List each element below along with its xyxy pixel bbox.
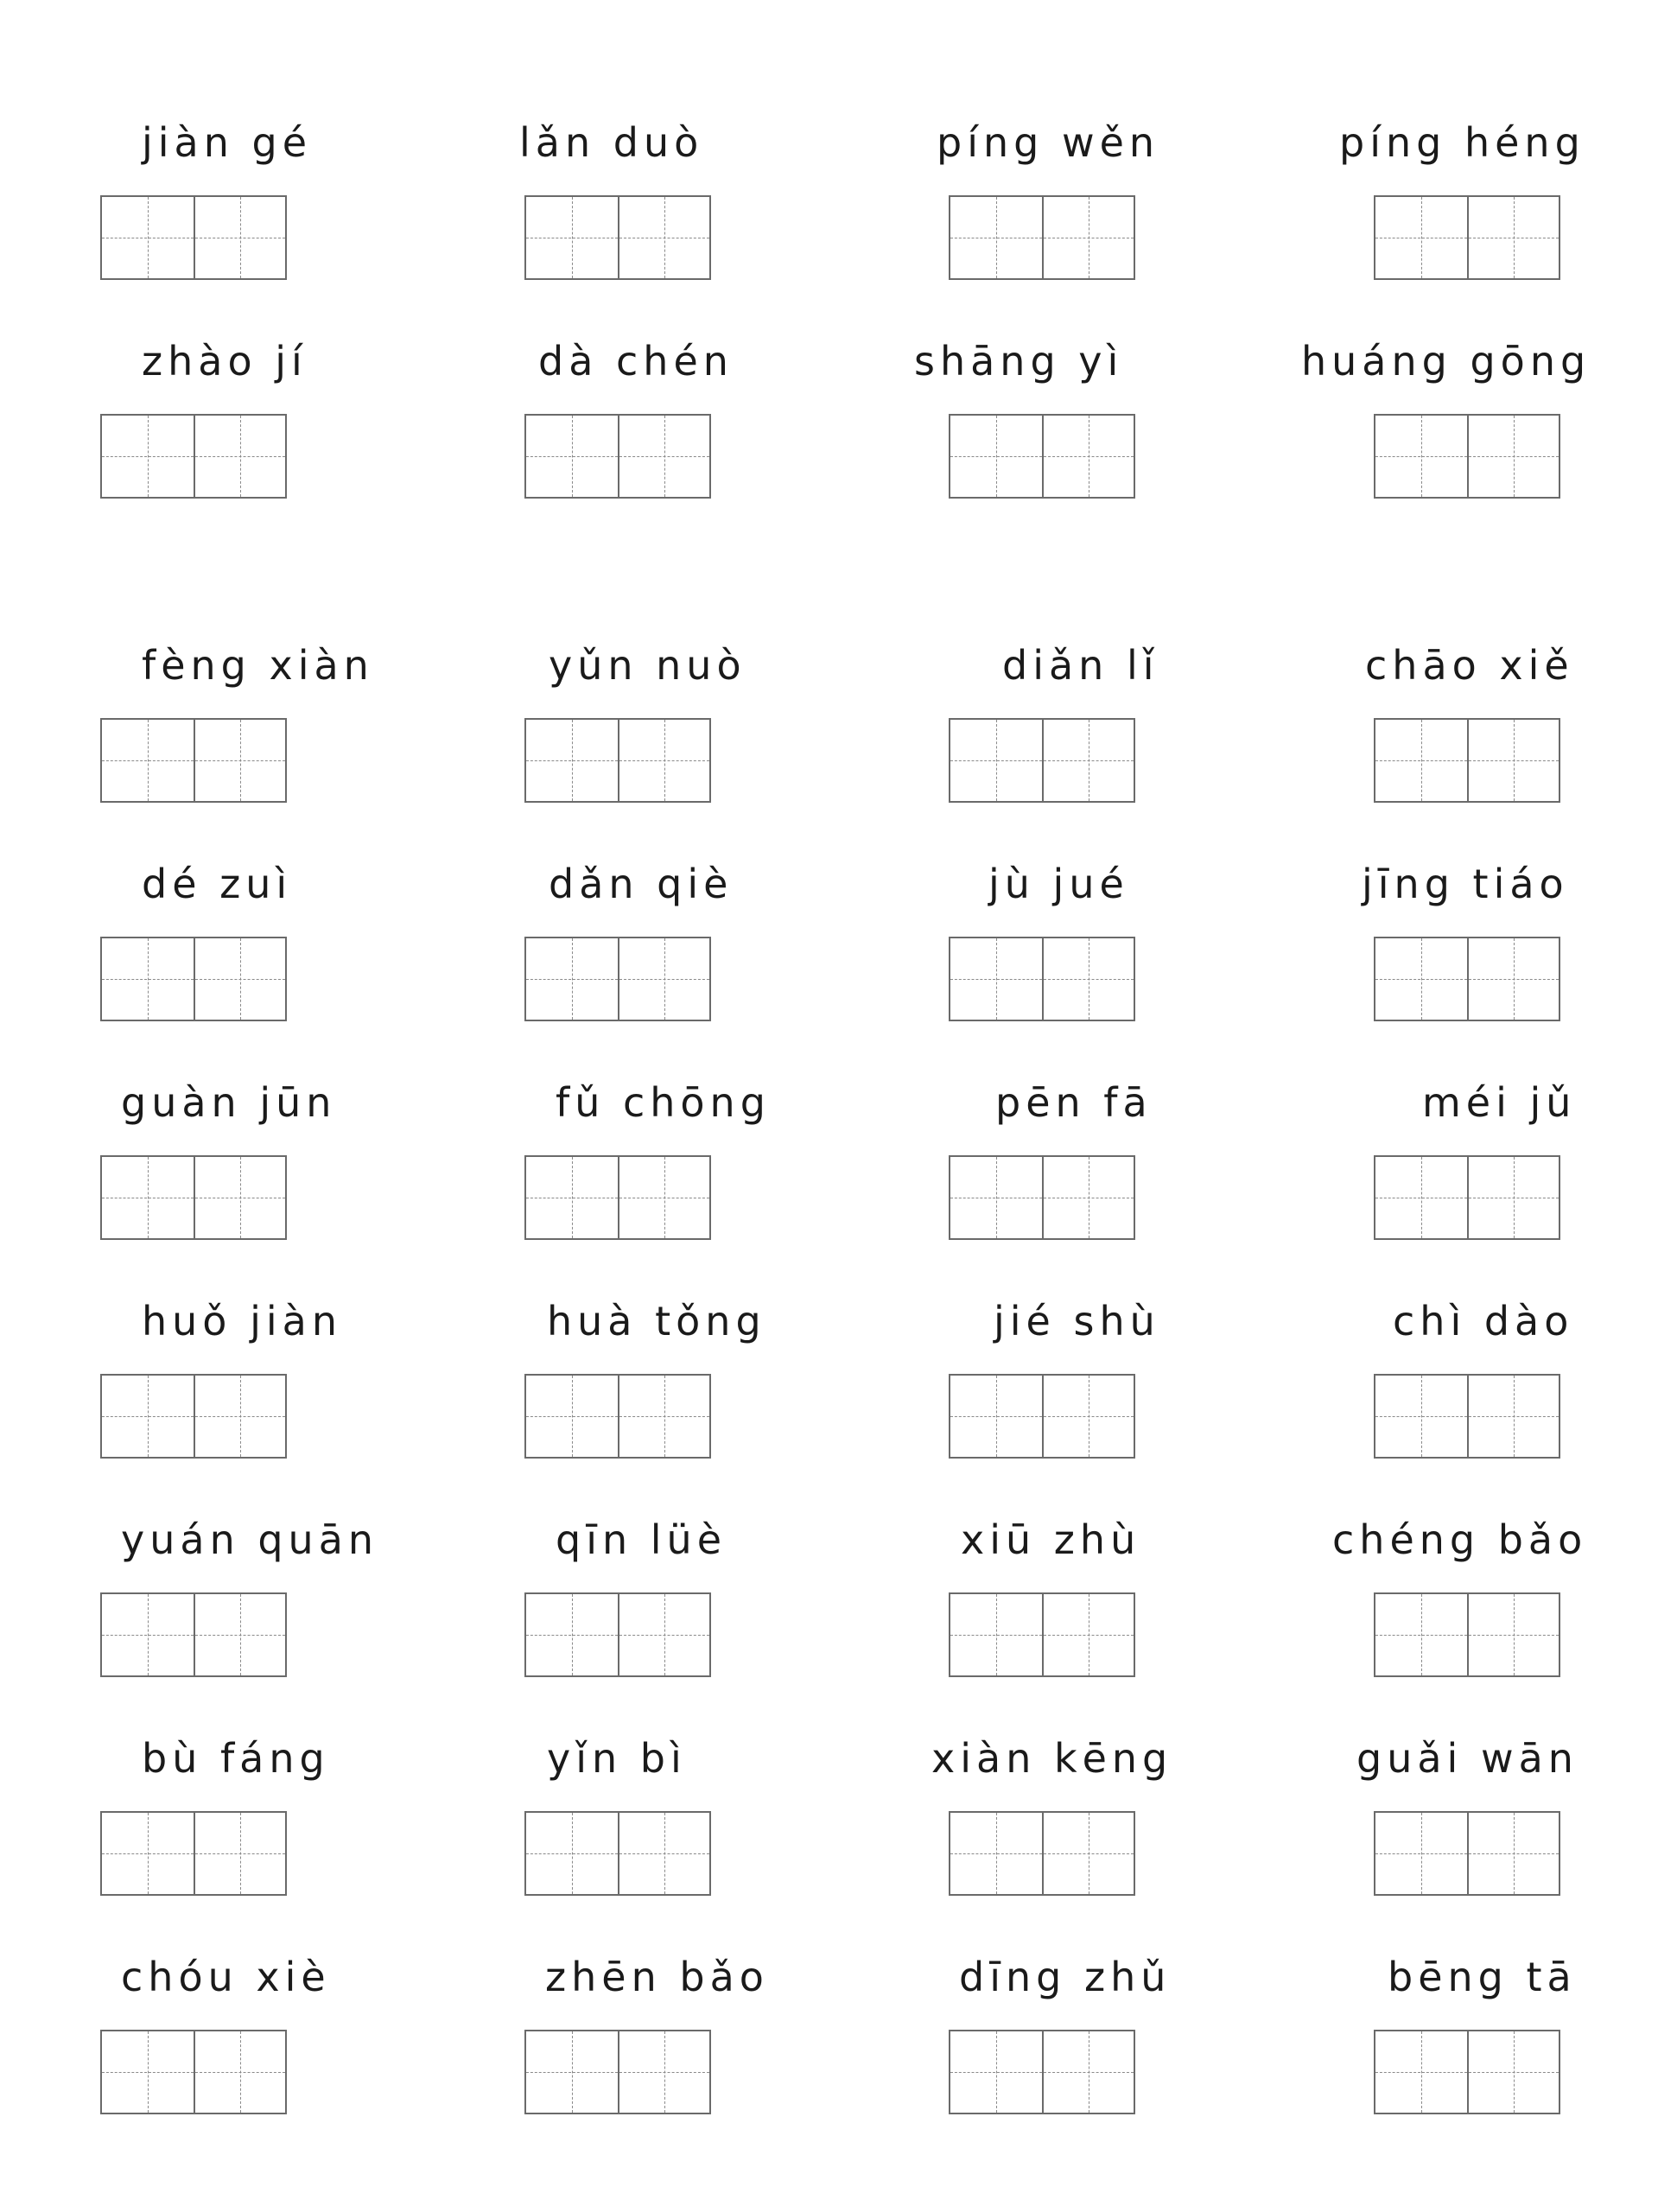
character-square[interactable] [102, 1376, 194, 1457]
pinyin-label: zhào jí [142, 338, 308, 385]
character-square[interactable] [526, 416, 618, 497]
character-square[interactable] [1467, 1376, 1559, 1457]
pinyin-label: guǎi wān [1356, 1735, 1579, 1782]
tianzige-answer-box[interactable] [1374, 1592, 1560, 1677]
pinyin-label: chóu xiè [121, 1954, 331, 2000]
pinyin-label: chéng bǎo [1332, 1516, 1588, 1563]
character-square[interactable] [102, 720, 194, 801]
pinyin-label: chāo xiě [1365, 642, 1574, 689]
character-square[interactable] [618, 1594, 709, 1675]
pinyin-label: huáng gōng [1301, 338, 1591, 385]
character-square[interactable] [194, 720, 285, 801]
tianzige-answer-box[interactable] [524, 414, 711, 499]
pinyin-label: lǎn duò [519, 119, 704, 166]
tianzige-answer-box[interactable] [524, 195, 711, 280]
word-item [1365, 635, 1677, 808]
word-row [0, 854, 1677, 1027]
character-square[interactable] [1375, 2031, 1467, 2113]
word-item [949, 635, 1260, 808]
word-item [524, 1072, 835, 1245]
pinyin-label: fèng xiàn [142, 642, 374, 689]
character-square[interactable] [1042, 720, 1134, 801]
character-square[interactable] [950, 720, 1042, 801]
word-item [524, 1291, 835, 1464]
tianzige-answer-box[interactable] [524, 1374, 711, 1459]
tianzige-answer-box[interactable] [100, 195, 287, 280]
character-square[interactable] [618, 1376, 709, 1457]
character-square[interactable] [1467, 197, 1559, 278]
word-item [100, 854, 411, 1027]
character-square[interactable] [618, 2031, 709, 2113]
word-item [100, 1728, 411, 1901]
character-square[interactable] [618, 1157, 709, 1238]
word-item [100, 1510, 411, 1682]
word-item [949, 1510, 1260, 1682]
character-square[interactable] [1375, 1594, 1467, 1675]
character-square[interactable] [950, 1376, 1042, 1457]
pinyin-label: diǎn lǐ [1002, 642, 1159, 689]
character-square[interactable] [102, 2031, 194, 2113]
character-square[interactable] [526, 2031, 618, 2113]
word-item [524, 1947, 835, 2120]
character-square[interactable] [1042, 1813, 1134, 1894]
word-row [0, 112, 1677, 285]
tianzige-answer-box[interactable] [1374, 2030, 1560, 2114]
tianzige-answer-box[interactable] [949, 1155, 1135, 1240]
word-item [949, 1072, 1260, 1245]
pinyin-label: dǎn qiè [549, 861, 734, 907]
tianzige-answer-box[interactable] [1374, 718, 1560, 803]
pinyin-label: dīng zhǔ [959, 1954, 1172, 2000]
pinyin-label: píng wěn [937, 119, 1160, 166]
tianzige-answer-box[interactable] [100, 937, 287, 1021]
pinyin-label: dé zuì [142, 861, 293, 907]
character-square[interactable] [1467, 416, 1559, 497]
tianzige-answer-box[interactable] [524, 937, 711, 1021]
pinyin-label: fǔ chōng [556, 1079, 771, 1126]
character-square[interactable] [1467, 1813, 1559, 1894]
pinyin-label: xiū zhù [961, 1516, 1141, 1563]
character-square[interactable] [526, 938, 618, 1020]
pinyin-label: qīn lüè [556, 1516, 727, 1563]
character-square[interactable] [1467, 938, 1559, 1020]
word-row [0, 1291, 1677, 1464]
pinyin-label: píng héng [1339, 119, 1585, 166]
character-square[interactable] [526, 1376, 618, 1457]
character-square[interactable] [950, 1813, 1042, 1894]
character-square[interactable] [526, 1594, 618, 1675]
character-square[interactable] [194, 938, 285, 1020]
word-item [914, 331, 1260, 504]
character-square[interactable] [1467, 2031, 1559, 2113]
word-item [1339, 112, 1677, 285]
pinyin-label: huǒ jiàn [142, 1298, 342, 1344]
tianzige-answer-box[interactable] [1374, 1811, 1560, 1896]
word-item [519, 112, 835, 285]
tianzige-answer-box[interactable] [1374, 195, 1560, 280]
word-item [949, 1291, 1260, 1464]
character-square[interactable] [194, 1157, 285, 1238]
character-square[interactable] [618, 938, 709, 1020]
pinyin-label: bù fáng [142, 1735, 330, 1782]
pinyin-label: guàn jūn [121, 1079, 337, 1126]
character-square[interactable] [950, 938, 1042, 1020]
tianzige-answer-box[interactable] [524, 2030, 711, 2114]
character-square[interactable] [102, 197, 194, 278]
word-item [524, 854, 835, 1027]
tianzige-answer-box[interactable] [949, 2030, 1135, 2114]
character-square[interactable] [102, 1813, 194, 1894]
tianzige-answer-box[interactable] [1374, 414, 1560, 499]
character-square[interactable] [526, 1157, 618, 1238]
character-square[interactable] [1042, 938, 1134, 1020]
character-square[interactable] [950, 1594, 1042, 1675]
word-item [100, 1947, 411, 2120]
character-square[interactable] [194, 1813, 285, 1894]
tianzige-answer-box[interactable] [524, 718, 711, 803]
word-row [0, 1510, 1677, 1682]
word-row [0, 1728, 1677, 1901]
tianzige-answer-box[interactable] [949, 195, 1135, 280]
pinyin-label: huà tǒng [547, 1298, 766, 1344]
pinyin-label: méi jǔ [1422, 1079, 1577, 1126]
character-square[interactable] [1042, 1157, 1134, 1238]
word-item [949, 1947, 1260, 2120]
tianzige-answer-box[interactable] [949, 718, 1135, 803]
pinyin-label: yǐn bì [547, 1735, 687, 1782]
word-item [100, 1291, 411, 1464]
tianzige-answer-box[interactable] [1374, 1374, 1560, 1459]
character-square[interactable] [1375, 1376, 1467, 1457]
word-row [0, 1072, 1677, 1245]
character-square[interactable] [1467, 720, 1559, 801]
character-square[interactable] [950, 197, 1042, 278]
pinyin-label: dà chén [538, 338, 734, 385]
pinyin-label: yuán quān [121, 1516, 379, 1563]
pinyin-label: bēng tā [1388, 1954, 1577, 2000]
character-square[interactable] [194, 1594, 285, 1675]
tianzige-answer-box[interactable] [949, 414, 1135, 499]
tianzige-answer-box[interactable] [100, 1592, 287, 1677]
character-square[interactable] [1375, 197, 1467, 278]
character-square[interactable] [194, 2031, 285, 2113]
character-square[interactable] [102, 1594, 194, 1675]
pinyin-label: xiàn kēng [931, 1735, 1173, 1782]
word-row [0, 635, 1677, 808]
pinyin-label: jiàn gé [142, 119, 313, 166]
tianzige-answer-box[interactable] [524, 1811, 711, 1896]
character-square[interactable] [526, 197, 618, 278]
character-square[interactable] [950, 1157, 1042, 1238]
word-item [937, 112, 1260, 285]
pinyin-label: shāng yì [914, 338, 1124, 385]
pinyin-label: jù jué [988, 861, 1129, 907]
pinyin-label: chì dào [1393, 1298, 1574, 1344]
character-square[interactable] [1375, 720, 1467, 801]
tianzige-answer-box[interactable] [1374, 1155, 1560, 1240]
character-square[interactable] [526, 1813, 618, 1894]
tianzige-answer-box[interactable] [524, 1592, 711, 1677]
word-item [1301, 331, 1677, 504]
word-item [1332, 1510, 1677, 1682]
character-square[interactable] [1467, 1157, 1559, 1238]
character-square[interactable] [102, 938, 194, 1020]
word-item [1362, 854, 1677, 1027]
character-square[interactable] [950, 2031, 1042, 2113]
character-square[interactable] [1375, 1157, 1467, 1238]
tianzige-answer-box[interactable] [949, 937, 1135, 1021]
character-square[interactable] [618, 416, 709, 497]
word-item [524, 1728, 835, 1901]
tianzige-answer-box[interactable] [1374, 937, 1560, 1021]
word-item [100, 1072, 411, 1245]
character-square[interactable] [1042, 197, 1134, 278]
character-square[interactable] [618, 197, 709, 278]
character-square[interactable] [102, 1157, 194, 1238]
character-square[interactable] [1042, 2031, 1134, 2113]
pinyin-label: jīng tiáo [1362, 861, 1569, 907]
word-item [100, 112, 411, 285]
character-square[interactable] [1375, 1813, 1467, 1894]
pinyin-label: yǔn nuò [549, 642, 746, 689]
character-square[interactable] [1375, 938, 1467, 1020]
word-item [1374, 1947, 1677, 2120]
word-item [100, 635, 411, 808]
character-square[interactable] [194, 416, 285, 497]
character-square[interactable] [1042, 416, 1134, 497]
character-square[interactable] [102, 416, 194, 497]
tianzige-answer-box[interactable] [524, 1155, 711, 1240]
word-item [524, 331, 835, 504]
word-item [1374, 1072, 1677, 1245]
character-square[interactable] [194, 1376, 285, 1457]
character-square[interactable] [1375, 416, 1467, 497]
pinyin-label: pēn fā [995, 1079, 1153, 1126]
word-item [949, 854, 1260, 1027]
word-item [1356, 1728, 1677, 1901]
tianzige-answer-box[interactable] [100, 414, 287, 499]
word-item [100, 331, 411, 504]
character-square[interactable] [526, 720, 618, 801]
word-row [0, 1947, 1677, 2120]
word-item [524, 1510, 835, 1682]
character-square[interactable] [618, 720, 709, 801]
tianzige-answer-box[interactable] [949, 1811, 1135, 1896]
word-row [0, 331, 1677, 504]
character-square[interactable] [1467, 1594, 1559, 1675]
word-item [524, 635, 835, 808]
word-item [931, 1728, 1260, 1901]
tianzige-answer-box[interactable] [100, 1374, 287, 1459]
character-square[interactable] [950, 416, 1042, 497]
tianzige-answer-box[interactable] [100, 718, 287, 803]
tianzige-answer-box[interactable] [949, 1374, 1135, 1459]
word-item [1374, 1291, 1677, 1464]
pinyin-label: zhēn bǎo [545, 1954, 769, 2000]
pinyin-label: jié shù [994, 1298, 1160, 1344]
tianzige-answer-box[interactable] [100, 1155, 287, 1240]
tianzige-answer-box[interactable] [100, 1811, 287, 1896]
character-square[interactable] [194, 197, 285, 278]
character-square[interactable] [1042, 1376, 1134, 1457]
tianzige-answer-box[interactable] [100, 2030, 287, 2114]
tianzige-answer-box[interactable] [949, 1592, 1135, 1677]
character-square[interactable] [618, 1813, 709, 1894]
character-square[interactable] [1042, 1594, 1134, 1675]
